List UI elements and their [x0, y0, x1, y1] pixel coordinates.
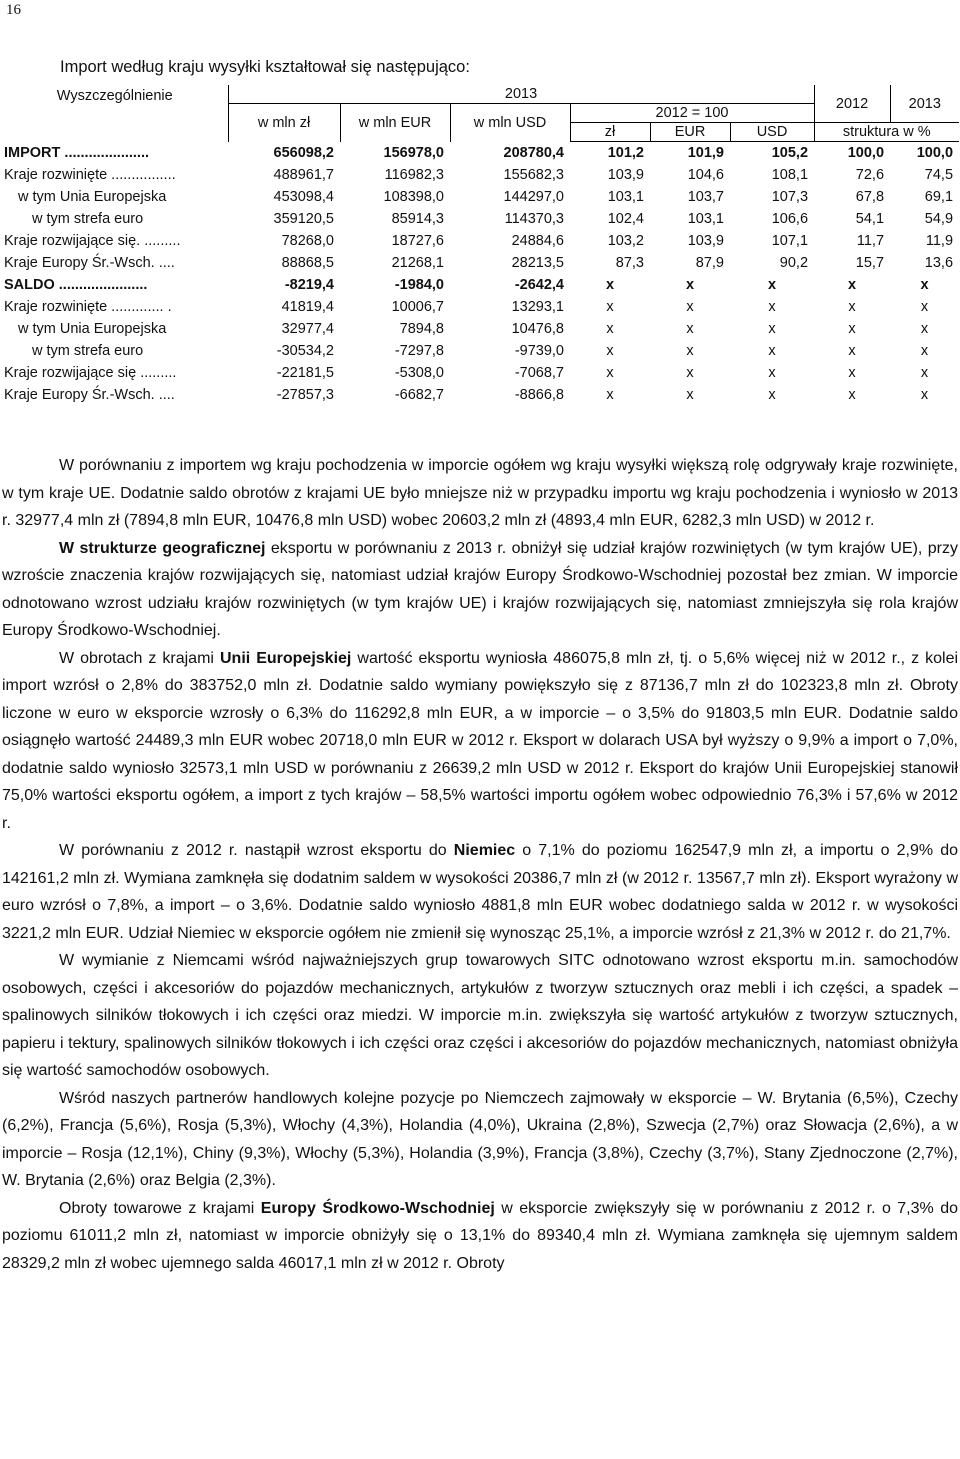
table-cell: x	[848, 299, 856, 315]
table-cell: x	[920, 277, 929, 293]
table-cell: 488961,7	[273, 167, 334, 183]
table-cell: 100,0	[916, 145, 954, 161]
table-cell: 103,1	[687, 211, 724, 227]
paragraph-text: o 7,1% do poziomu 162547,9 mln zł, a importu o 2,9% do 142161,2 mln zł. Wymiana zamknęła się dodatnim saldem w wysokości 20386,7 mln zł (w 2012 r. 13567,7 mln zł). Eksport wyrażony w euro wzrósł o 7,8%, a import – o 3,6%. Dodatnie saldo wyniosło 4881,8 mln EUR wobec dodatniego salda w 2012 r. w wysokości 3221,2 mln EUR. Udział Niemiec w eksporcie ogółem nie zmienił się wynosząc 25,1%, a imporcie wzrósł z 21,3% w 2012 r. do 21,7%.	[2, 842, 958, 942]
table-cell: 21268,1	[391, 255, 444, 271]
table-cell: 72,6	[855, 167, 885, 183]
table-cell: -27857,3	[276, 387, 334, 403]
table-row	[2, 274, 959, 296]
header-mln-eur	[340, 104, 450, 142]
table-cell: x	[768, 321, 776, 337]
page-number: 16	[6, 2, 21, 18]
table-cell: 41819,4	[281, 299, 334, 315]
table-row	[2, 230, 959, 252]
header-2013: 2013	[890, 85, 959, 123]
table-cell: x	[686, 299, 694, 315]
paragraph-text: W porównaniu z 2012 r. nastąpił wzrost eksportu do	[59, 842, 454, 859]
table-body	[2, 142, 959, 407]
table-row	[2, 208, 959, 230]
table-row	[2, 384, 959, 406]
table-cell: 15,7	[855, 255, 885, 271]
table-cell: -1984,0	[394, 277, 444, 293]
table-cell: 74,5	[924, 167, 954, 183]
table-cell: 32977,4	[281, 321, 334, 337]
import-by-consignment-country-table	[2, 85, 959, 406]
table-cell: x	[686, 321, 694, 337]
table-cell: 106,6	[771, 211, 809, 227]
table-cell: 102,4	[607, 211, 644, 227]
table-cell: x	[768, 387, 776, 403]
paragraph	[2, 1195, 958, 1278]
table-row	[2, 318, 959, 340]
row-label: w tym strefa euro	[32, 211, 144, 227]
table-cell: x	[606, 299, 614, 315]
table-cell: x	[920, 321, 929, 337]
table-cell: x	[847, 277, 857, 293]
row-label: w tym Unia Europejska	[18, 189, 167, 205]
table-cell: x	[686, 387, 694, 403]
table-cell: x	[606, 321, 614, 337]
table-cell: 100,0	[847, 145, 885, 161]
header-mln-usd	[450, 104, 570, 142]
emphasis-text: Unii Europejskiej	[219, 649, 352, 667]
table-row	[2, 362, 959, 384]
paragraph-text: W porównaniu z importem wg kraju pochodzenia w imporcie ogółem wg kraju wysyłki większą rolę odgrywały kraje rozwinięte, w tym kraje UE. Dodatnie saldo obrotów z krajami UE było mniejsze niż w przypadku importu wg kraju pochodzenia i wyniosło w 2013 r. 32977,4 mln zł (7894,8 mln EUR, 10476,8 mln USD) wobec 20603,2 mln zł (4893,4 mln EUR, 6282,3 mln USD) w 2012 r.	[2, 457, 958, 529]
table-cell: 87,3	[615, 255, 644, 271]
emphasis-text: W strukturze geograficznej	[59, 539, 266, 557]
table-cell: 105,2	[771, 145, 809, 161]
row-label: Kraje rozwinięte ................	[4, 167, 176, 183]
table-cell: -9739,0	[514, 343, 564, 359]
paragraph-text: Obroty towarowe z krajami	[59, 1199, 261, 1217]
table-cell: 88868,5	[281, 255, 334, 271]
table-cell: -2642,4	[514, 277, 564, 293]
row-label: Kraje rozwinięte ............. .	[4, 299, 172, 315]
table-cell: 18727,6	[391, 233, 444, 249]
table-cell: 24884,6	[511, 233, 564, 249]
table-cell: 103,9	[687, 233, 724, 249]
table-row	[2, 340, 959, 362]
table-cell: x	[848, 321, 856, 337]
table-cell: 101,2	[607, 145, 644, 161]
paragraph	[2, 1085, 958, 1195]
table-cell: 103,9	[607, 167, 644, 183]
header-2012: 2012	[814, 85, 890, 123]
row-label: Kraje rozwijające się. .........	[4, 233, 181, 249]
table-cell: 208780,4	[503, 144, 564, 161]
row-label: Kraje Europy Śr.-Wsch. ....	[4, 387, 175, 403]
table-cell: -5308,0	[394, 365, 444, 381]
table-cell: 114370,3	[504, 211, 564, 227]
paragraph-text: W wymianie z Niemcami wśród najważniejszych grup towarowych SITC odnotowano wzrost eksportu m.in. samochodów osobowych, części i akcesoriów do pojazdów mechanicznych, artykułów z tworzyw sztucznych oraz mebli i ich części, a spadek – spalinowych silników tłokowych i ich części oraz miedzi. W imporcie m.in. zwiększyła się wartość artykułów z tworzyw sztucznych, papieru i tektury, spalinowych silników tłokowych i ich części oraz części i akcesoriów do pojazdów mechanicznych, natomiast obniżyła się wartość samochodów osobowych.	[2, 952, 958, 1079]
paragraph	[2, 947, 958, 1085]
table-cell: -8866,8	[514, 387, 564, 403]
table-cell: x	[920, 343, 929, 359]
row-label: SALDO ......................	[4, 277, 148, 293]
header-mln-zl: w mln zł	[228, 104, 340, 142]
table-cell: 54,9	[924, 211, 954, 227]
header-structure: struktura w %	[814, 123, 959, 142]
table-cell: 54,1	[855, 211, 885, 227]
table-cell: x	[606, 365, 614, 381]
table-cell: 103,2	[607, 233, 644, 249]
table-cell: 7894,8	[399, 321, 444, 337]
table-cell: x	[920, 387, 929, 403]
table-cell: 101,9	[687, 145, 724, 161]
table-cell: 107,3	[771, 189, 809, 205]
table-cell: x	[848, 343, 856, 359]
table-cell: 108,1	[771, 167, 809, 183]
table-cell: -22181,5	[276, 365, 334, 381]
table-cell: x	[767, 277, 777, 293]
table-cell: 69,1	[924, 189, 954, 205]
table-cell: x	[848, 387, 856, 403]
emphasis-text: Europy Środkowo-Wschodniej	[260, 1199, 495, 1217]
table-cell: 13293,1	[511, 299, 564, 315]
table-cell: 85914,3	[391, 211, 444, 227]
table-cell: 104,6	[687, 167, 724, 183]
paragraph-text: w eksporcie zwiększyły się w porównaniu z 2012 r. o 7,3% do poziomu 61011,2 mln zł, natomiast w imporcie obniżyły się o 13,1% do 89340,4 mln zł. Wymiana zamknęła się ujemnym saldem 28329,2 mln zł wobec ujemnego salda 46017,1 mln zł w 2012 r. Obroty	[2, 1199, 958, 1272]
header-index-base: 2012 = 100	[570, 104, 814, 123]
paragraph	[2, 645, 958, 838]
intro-text: Import według kraju wysyłki kształtował się następująco:	[60, 58, 470, 76]
table-cell: x	[605, 277, 615, 293]
table-cell: x	[686, 365, 694, 381]
table-cell: 90,2	[779, 255, 809, 271]
table-cell: 116982,3	[384, 167, 444, 183]
table-cell: 28213,5	[511, 255, 564, 271]
table-cell: -7068,7	[514, 365, 564, 381]
row-label: Kraje Europy Śr.-Wsch. ....	[4, 255, 175, 271]
row-label: Kraje rozwijające się .........	[4, 365, 177, 381]
table-cell: 359120,5	[273, 211, 334, 227]
table-row	[2, 252, 959, 274]
table-cell: 155682,3	[503, 167, 564, 183]
row-label: w tym Unia Europejska	[18, 321, 167, 337]
paragraph	[2, 535, 958, 645]
table-cell: 107,1	[771, 233, 809, 249]
row-label: w tym strefa euro	[32, 343, 144, 359]
header-year-2013: 2013	[228, 85, 814, 104]
header-eur: EUR	[650, 123, 730, 142]
table-cell: x	[920, 299, 929, 315]
table-cell: x	[920, 365, 929, 381]
table-cell: 78268,0	[281, 233, 334, 249]
row-label: IMPORT .....................	[4, 144, 150, 161]
table-cell: 144297,0	[503, 189, 564, 205]
header-zl: zł	[570, 123, 650, 142]
table-cell: 10476,8	[511, 321, 564, 337]
table-cell: -6682,7	[394, 387, 444, 403]
table-cell: 656098,2	[273, 144, 334, 161]
table-cell: x	[768, 365, 776, 381]
body-text	[2, 452, 958, 1277]
table-cell: 156978,0	[383, 144, 444, 161]
table-cell: 453098,4	[273, 189, 334, 205]
paragraph	[2, 837, 958, 947]
table-cell: -30534,2	[276, 343, 334, 359]
table-cell: 13,6	[924, 255, 954, 271]
table-cell: x	[686, 343, 694, 359]
table-cell: x	[848, 365, 856, 381]
header-mln-usd-text: w mln USD	[473, 114, 547, 131]
table-row	[2, 164, 959, 186]
paragraph-text: Wśród naszych partnerów handlowych kolejne pozycje po Niemczech zajmowały w eksporcie – W. Brytania (6,5%), Czechy (6,2%), Francja (5,6%), Rosja (5,3%), Włochy (4,3%), Holandia (4,0%), Ukraina (2,8%), Szwecja (2,7%) oraz Słowacja (2,6%), a w imporcie – Rosja (12,1%), Chiny (9,3%), Włochy (5,3%), Holandia (3,9%), Francja (3,8%), Czechy (3,7%), Stany Zjednoczone (2,7%), W. Brytania (2,6%) oraz Belgia (2,3%).	[2, 1089, 958, 1189]
table-cell: 11,7	[856, 233, 885, 249]
table-cell: x	[606, 343, 614, 359]
table-cell: x	[685, 277, 695, 293]
table-row	[2, 296, 959, 318]
header-specification: Wyszczególnienie	[56, 88, 173, 104]
header-mln-eur-text: w mln EUR	[358, 114, 432, 131]
paragraph	[2, 452, 958, 535]
emphasis-text: Niemiec	[453, 842, 516, 859]
table-cell: 103,7	[687, 189, 724, 205]
paragraph-text: eksportu w porównaniu z 2013 r. obniżył się udział krajów rozwiniętych (w tym krajów UE), przy wzroście znaczenia krajów rozwijających się, natomiast udział krajów Europy Środkowo-Wschodniej pozostał bez zmian. W imporcie odnotowano wzrost udziału krajów rozwiniętych (w tym krajów UE) i krajów rozwijających się, natomiast zmniejszyła się rola krajów Europy Środkowo-Wschodniej.	[2, 539, 959, 639]
table-cell: 67,8	[855, 189, 885, 205]
table-cell: -7297,8	[394, 343, 444, 359]
table-cell: 103,1	[607, 189, 644, 205]
paragraph-text: W obrotach z krajami	[59, 649, 220, 667]
table-cell: x	[768, 343, 776, 359]
table-cell: 87,9	[695, 255, 724, 271]
paragraph-text: wartość eksportu wyniosła 486075,8 mln zł, tj. o 5,6% więcej niż w 2012 r., z kolei import wzrósł o 2,8% do 383752,0 mln zł. Dodatnie saldo wymiany powiększyło się z 87136,7 mln zł do 102323,8 mln zł. Obroty liczone w euro w eksporcie wzrosły o 6,3% do 116292,8 mln EUR, a w imporcie – o 3,5% do 91803,5 mln EUR. Dodatnie saldo osiągnęło wartość 24489,3 mln EUR wobec 20718,0 mln EUR w 2012 r. Eksport w dolarach USA był wyższy o 9,9% a import o 7,0%, dodatnie saldo wyniosło 32573,1 mln USD w porównaniu z 26639,2 mln USD w 2012 r. Eksport do krajów Unii Europejskiej stanowił 75,0% wartości eksportu ogółem, a import z tych krajów – 58,5% wartości importu ogółem wobec odpowiednio 76,3% i 57,6% w 2012 r.	[2, 649, 959, 832]
table-cell: 11,9	[925, 233, 954, 249]
table-cell: x	[606, 387, 614, 403]
table-row	[2, 142, 959, 165]
table-cell: 10006,7	[391, 299, 444, 315]
table-cell: -8219,4	[284, 277, 334, 293]
table-cell: x	[768, 299, 776, 315]
table-cell: 108398,0	[383, 189, 444, 205]
header-usd: USD	[730, 123, 814, 142]
table-row	[2, 186, 959, 208]
